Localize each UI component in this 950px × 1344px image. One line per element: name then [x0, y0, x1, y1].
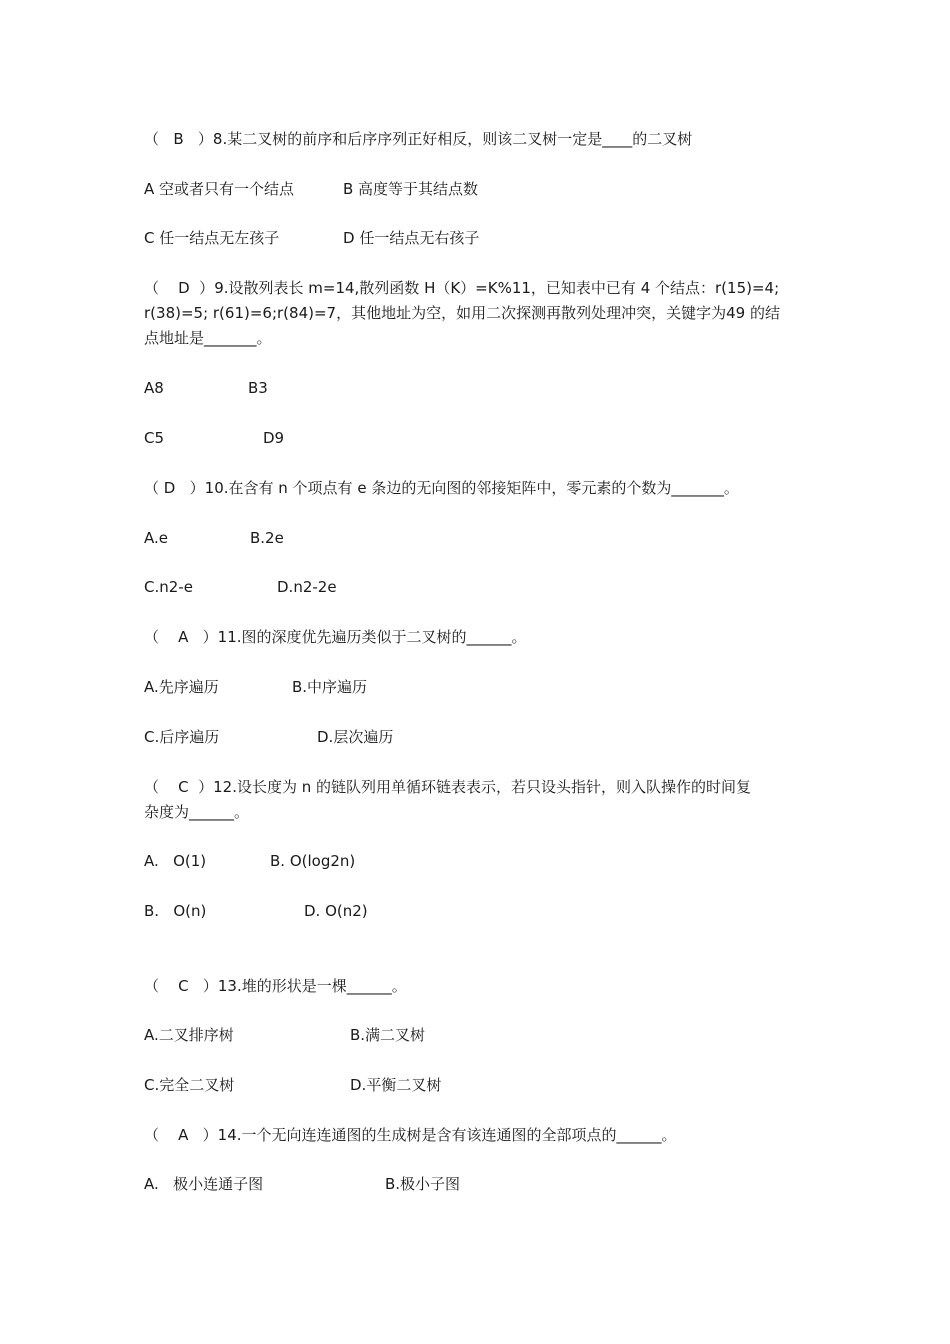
option: A.e [144, 529, 168, 547]
question-text: 14.一个无向连连通图的生成树是含有该连通图的全部项点的______。 [217, 1126, 677, 1144]
option: B. O(log2n) [270, 852, 356, 870]
answer: A [178, 1126, 189, 1144]
question-10: （ D ）10.在含有 n 个项点有 e 条边的无向图的邻接矩阵中，零元素的个数为_______。 [144, 479, 739, 497]
question-text: 10.在含有 n 个项点有 e 条边的无向图的邻接矩阵中，零元素的个数为_______。 [204, 479, 739, 497]
option: C.后序遍历 [144, 728, 220, 746]
option: A8 [144, 379, 164, 397]
answer: C [178, 778, 189, 796]
option: D9 [263, 429, 285, 447]
option: D. O(n2) [304, 902, 368, 920]
question-12: （ C ）12.设长度为 n 的链队列用单循环链表表示，若只设头指针，则入队操作的时间复 [144, 778, 752, 796]
question-text: 9.设散列表长 m=14,散列函数 H（K）=K%11，已知表中已有 4 个结点：r(15)=4; [214, 279, 780, 297]
question-text: 8.某二叉树的前序和后序序列正好相反，则该二叉树一定是____的二叉树 [212, 130, 693, 148]
answer: B [173, 130, 184, 148]
option: D.n2-2e [277, 578, 337, 596]
option: B.极小子图 [385, 1175, 461, 1193]
option: C 任一结点无左孩子 [144, 229, 280, 247]
answer: D [163, 479, 176, 497]
option: B.满二叉树 [350, 1026, 426, 1044]
option: A.二叉排序树 [144, 1026, 234, 1044]
question-11: （ A ）11.图的深度优先遍历类似于二叉树的______。 [144, 628, 527, 646]
option: B. O(n) [144, 902, 207, 920]
answer: C [178, 977, 189, 995]
option: B.中序遍历 [292, 678, 368, 696]
option: D 任一结点无右孩子 [343, 229, 480, 247]
question-text: 11.图的深度优先遍历类似于二叉树的______。 [217, 628, 527, 646]
option: D.层次遍历 [317, 728, 394, 746]
option: C5 [144, 429, 165, 447]
answer: D [178, 279, 190, 297]
question-13: （ C ）13.堆的形状是一棵______。 [144, 977, 407, 995]
question-text: 杂度为______。 [144, 803, 250, 821]
option: A. 极小连通子图 [144, 1175, 264, 1193]
option: C.n2-e [144, 578, 193, 596]
question-text: 12.设长度为 n 的链队列用单循环链表表示，若只设头指针，则入队操作的时间复 [213, 778, 752, 796]
option: C.完全二叉树 [144, 1076, 235, 1094]
question-8: （ B ）8.某二叉树的前序和后序序列正好相反，则该二叉树一定是____的二叉树 [144, 130, 693, 148]
option: B3 [248, 379, 268, 397]
option: A 空或者只有一个结点 [144, 180, 295, 198]
question-text: r(38)=5; r(61)=6;r(84)=7，其他地址为空，如用二次探测再散列处理冲突，关键字为49 的结 [144, 304, 780, 322]
option: A.先序遍历 [144, 678, 219, 696]
question-14: （ A ）14.一个无向连连通图的生成树是含有该连通图的全部项点的______。 [144, 1126, 677, 1144]
option: B 高度等于其结点数 [343, 180, 479, 198]
question-text: 13.堆的形状是一棵______。 [217, 977, 407, 995]
answer: A [178, 628, 189, 646]
option: D.平衡二叉树 [350, 1076, 442, 1094]
question-9: （ D ）9.设散列表长 m=14,散列函数 H（K）=K%11，已知表中已有 4 个结点：r(15)=4; [144, 279, 780, 297]
question-text: 点地址是_______。 [144, 329, 272, 347]
option: B.2e [250, 529, 284, 547]
option: A. O(1) [144, 852, 207, 870]
